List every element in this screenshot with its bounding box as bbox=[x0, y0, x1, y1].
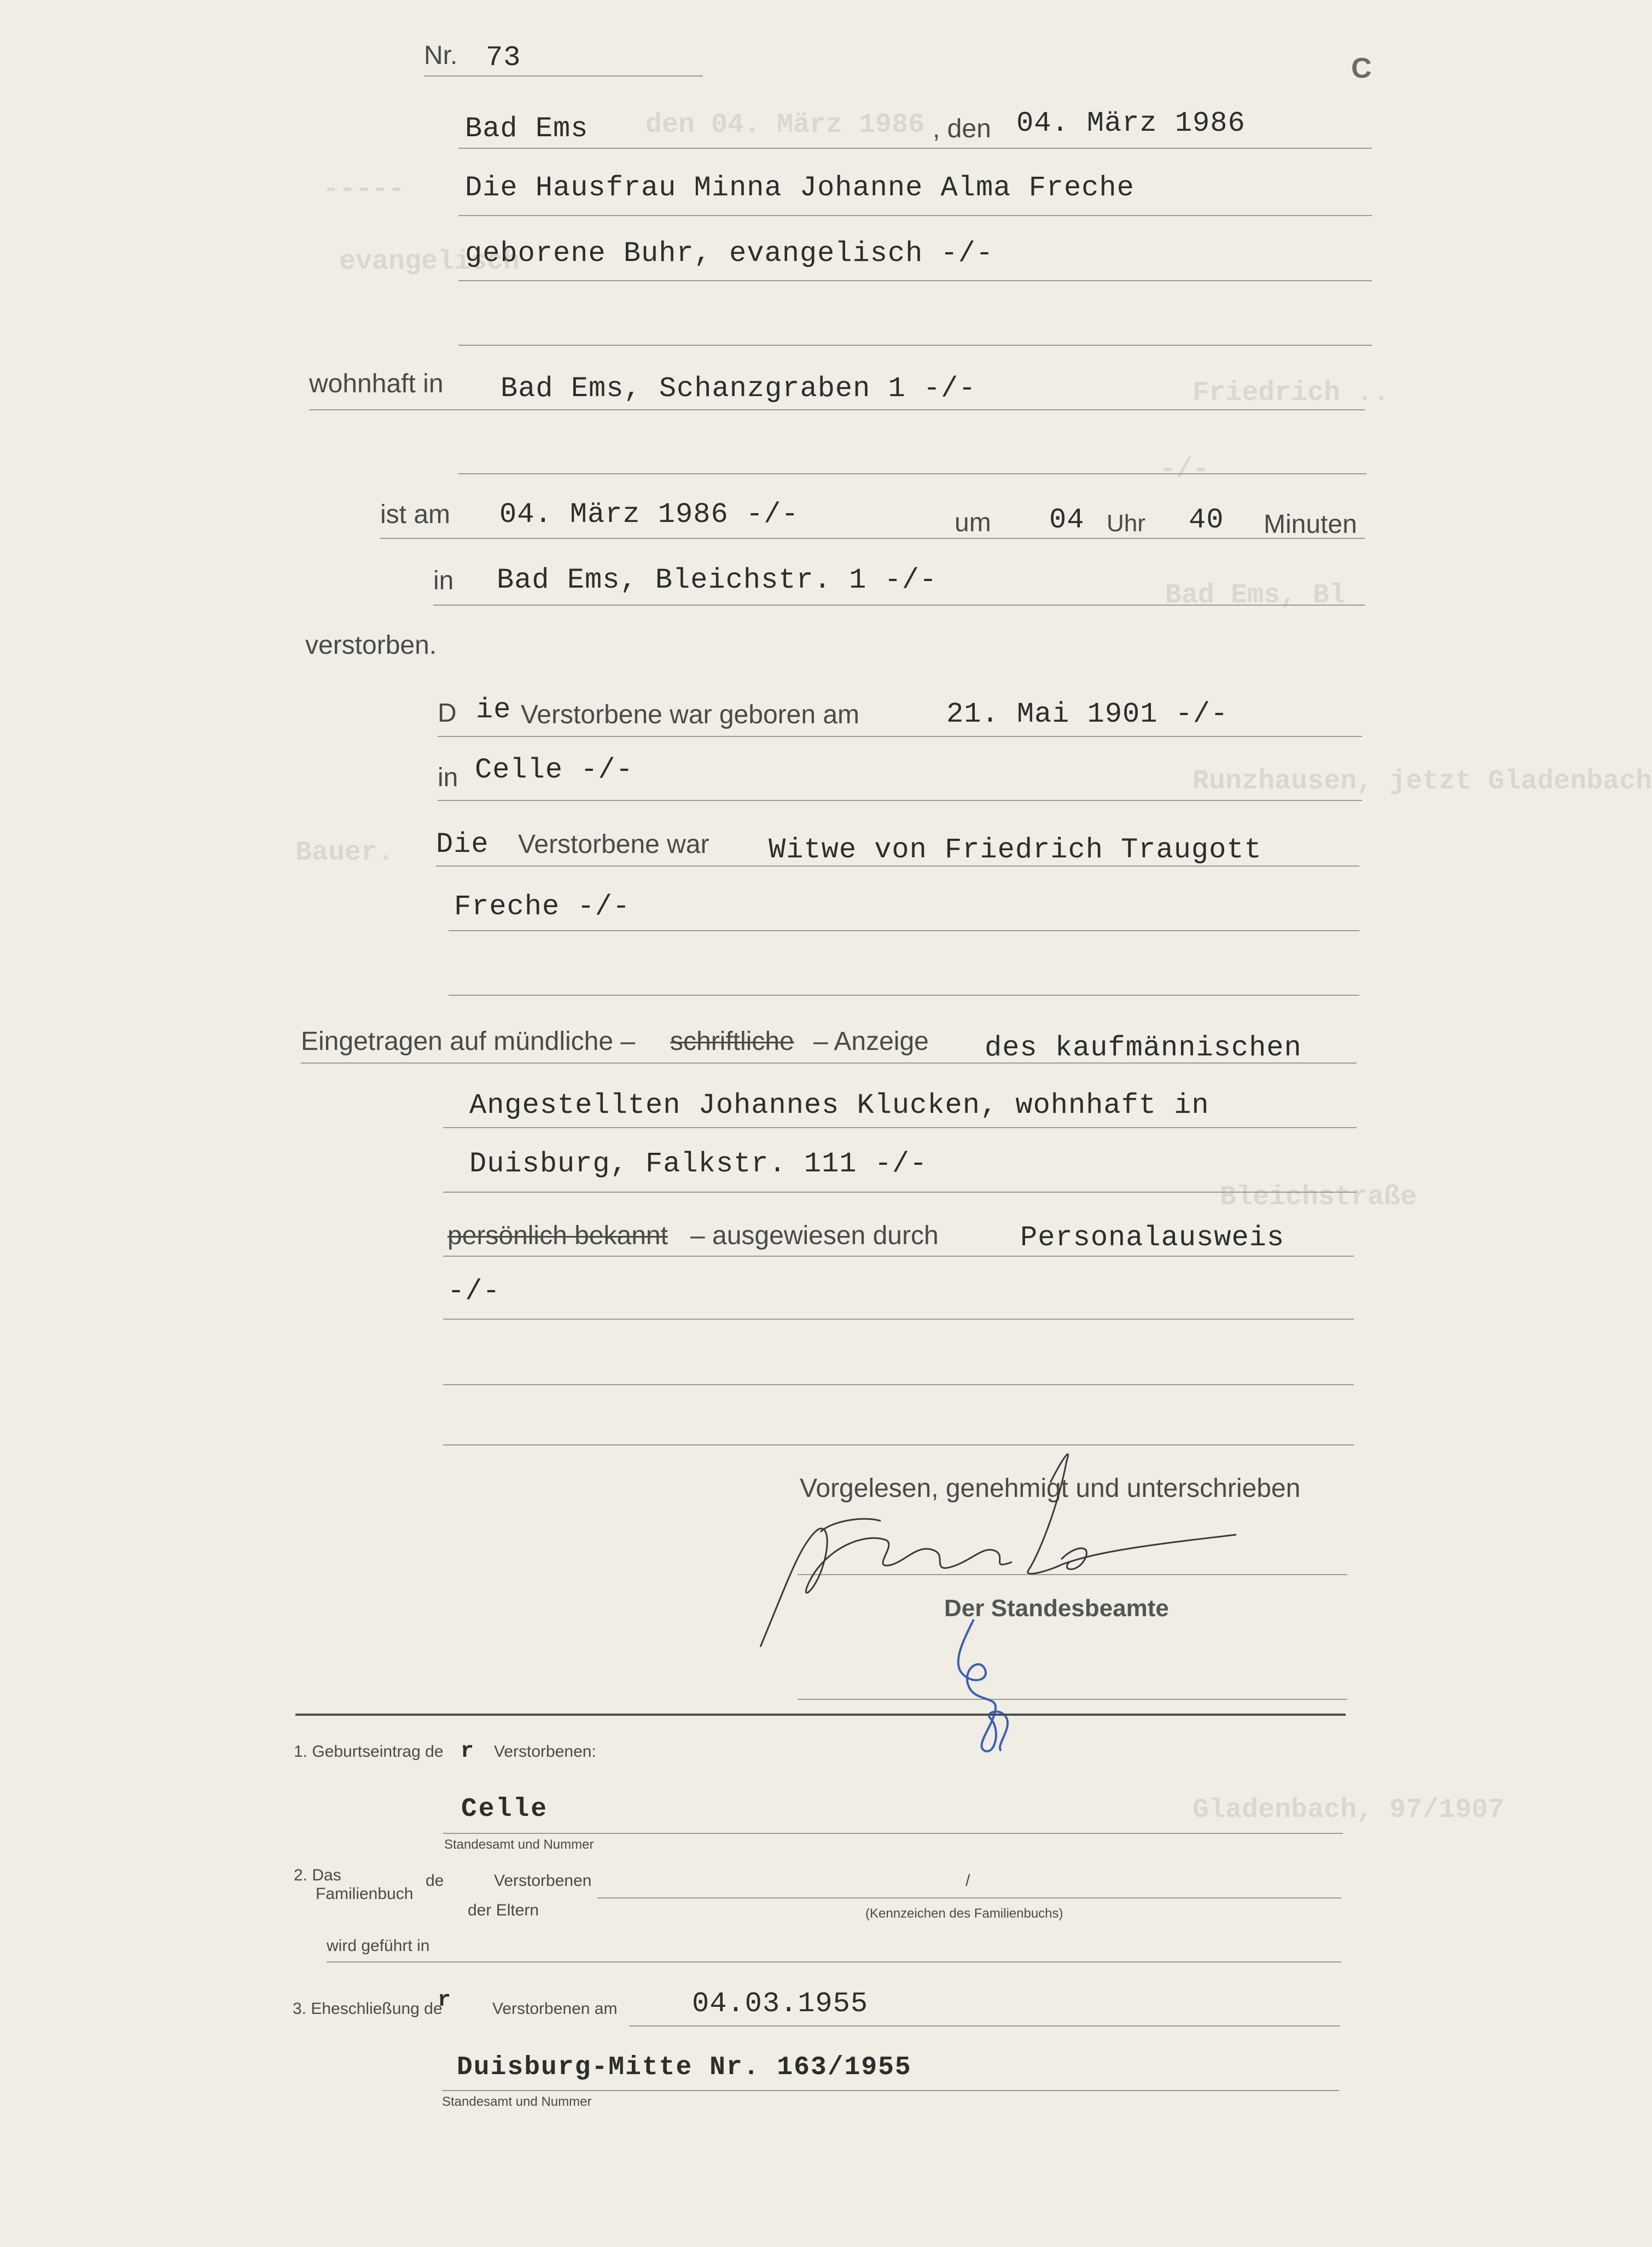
vorgelesen-text: Vorgelesen, genehmigt und unterschrieben bbox=[800, 1474, 1301, 1503]
bleed-through: den 04. März 1986 bbox=[645, 109, 925, 141]
blank-line bbox=[443, 1384, 1354, 1385]
um-label: um bbox=[955, 508, 991, 537]
item2-gefuehrt-line bbox=[327, 1961, 1341, 1963]
death-in-label: in bbox=[433, 566, 454, 595]
birth-place: Celle -/- bbox=[475, 754, 633, 786]
report-line-3: Duisburg, Falkstr. 111 -/- bbox=[469, 1148, 928, 1180]
report-line-3-rule bbox=[443, 1192, 1357, 1193]
item3-value: Duisburg-Mitte Nr. 163/1955 bbox=[457, 2053, 912, 2082]
known-struck: persönlich bekannt bbox=[447, 1221, 668, 1250]
death-hour: 04 bbox=[1049, 504, 1085, 536]
id-doc-line bbox=[443, 1256, 1354, 1257]
bleed-through: Runzhausen, jetzt Gladenbach bbox=[1193, 766, 1652, 797]
ist-am-label: ist am bbox=[380, 500, 451, 529]
report-line-1-rule bbox=[301, 1062, 1357, 1064]
blank-line bbox=[458, 345, 1372, 346]
item1-fill: r bbox=[461, 1739, 476, 1764]
death-minute: 40 bbox=[1189, 504, 1224, 536]
person-line-1-rule bbox=[458, 215, 1372, 216]
bleed-through: Bad Ems, Bl bbox=[1165, 580, 1346, 611]
item2-slash: / bbox=[965, 1872, 970, 1890]
nr-label: Nr. bbox=[424, 41, 458, 70]
corner-letter: C bbox=[1351, 53, 1372, 84]
d-label: D bbox=[438, 699, 457, 728]
geboren-label: Verstorbene war geboren am bbox=[521, 700, 860, 729]
item3-fill: r bbox=[438, 1988, 453, 2013]
d-fill: ie bbox=[476, 694, 511, 726]
footer-divider bbox=[295, 1714, 1346, 1716]
standesbeamte-label: Der Standesbeamte bbox=[944, 1595, 1169, 1622]
verstorben-label: verstorben. bbox=[305, 631, 437, 660]
person-line-1: Die Hausfrau Minna Johanne Alma Freche bbox=[465, 172, 1135, 204]
entry-number: 73 bbox=[486, 42, 521, 74]
birth-in-label: in bbox=[438, 763, 458, 792]
official-signature-line bbox=[798, 1699, 1347, 1700]
item2-verstorbenen: Verstorbenen bbox=[494, 1872, 592, 1890]
id-line-2-rule bbox=[443, 1319, 1354, 1320]
report-label-b: – Anzeige bbox=[813, 1027, 929, 1056]
birth-date-line bbox=[438, 736, 1362, 737]
status-label: Verstorbene war bbox=[518, 830, 709, 859]
report-line-2-rule bbox=[443, 1127, 1357, 1128]
residence-value: Bad Ems, Schanzgraben 1 -/- bbox=[501, 373, 976, 405]
item2-gefuehrt: wird geführt in bbox=[327, 1937, 430, 1955]
item2-de: de bbox=[426, 1872, 444, 1890]
official-signature bbox=[941, 1614, 1039, 1756]
minuten-label: Minuten bbox=[1264, 510, 1357, 539]
item1-value: Celle bbox=[461, 1795, 549, 1824]
bleed-through: Friedrich .. bbox=[1193, 378, 1390, 409]
ausgewiesen-label: – ausgewiesen durch bbox=[690, 1221, 939, 1250]
item1-label-b: Verstorbenen: bbox=[494, 1743, 596, 1761]
status-line-1-rule bbox=[436, 866, 1359, 867]
death-place-line bbox=[433, 605, 1365, 606]
uhr-label: Uhr bbox=[1107, 510, 1145, 537]
item2-eltern: der Eltern bbox=[468, 1901, 539, 1919]
bleed-through: Bauer. bbox=[295, 837, 394, 868]
report-label-a: Eingetragen auf mündliche – bbox=[301, 1027, 636, 1056]
item1-label-a: 1. Geburtseintrag de bbox=[294, 1743, 444, 1761]
item2-das: 2. Das bbox=[294, 1866, 341, 1884]
place: Bad Ems bbox=[465, 113, 589, 145]
wohnhaft-label: wohnhaft in bbox=[309, 369, 444, 398]
death-place: Bad Ems, Bleichstr. 1 -/- bbox=[497, 564, 938, 596]
item3-date: 04.03.1955 bbox=[692, 1988, 869, 2020]
item3-label-b: Verstorbenen am bbox=[492, 2000, 618, 2018]
death-date: 04. März 1986 -/- bbox=[499, 498, 799, 531]
bleed-through: evangelisch bbox=[339, 246, 520, 277]
item3-sub: Standesamt und Nummer bbox=[442, 2094, 592, 2109]
item1-sub: Standesamt und Nummer bbox=[444, 1837, 594, 1852]
bleed-through: ----- bbox=[323, 174, 405, 205]
id-document: Personalausweis bbox=[1020, 1222, 1285, 1254]
blank-line bbox=[449, 995, 1359, 996]
item1-line bbox=[443, 1833, 1343, 1834]
blank-line bbox=[458, 473, 1366, 474]
id-line-2: -/- bbox=[447, 1275, 501, 1308]
item2-familienbuch: Familienbuch bbox=[316, 1885, 414, 1903]
person-line-2: geborene Buhr, evangelisch -/- bbox=[465, 237, 994, 270]
status-line-1: Witwe von Friedrich Traugott bbox=[769, 834, 1262, 866]
die-prefix: Die bbox=[436, 828, 489, 861]
item2-line bbox=[597, 1897, 1341, 1898]
birth-date: 21. Mai 1901 -/- bbox=[946, 698, 1229, 730]
den-label: , den bbox=[933, 114, 991, 143]
entry-date: 04. März 1986 bbox=[1016, 107, 1246, 140]
bleed-through: -/- bbox=[1160, 454, 1209, 485]
report-line-1: des kaufmännischen bbox=[985, 1032, 1302, 1064]
death-date-line bbox=[380, 538, 1365, 539]
report-label-struck: schriftliche bbox=[670, 1027, 794, 1056]
report-line-2: Angestellten Johannes Klucken, wohnhaft in bbox=[469, 1089, 1209, 1122]
status-line-2-rule bbox=[449, 930, 1359, 931]
bleed-through: Bleichstraße bbox=[1220, 1182, 1417, 1213]
place-line bbox=[458, 148, 1372, 149]
nr-line bbox=[424, 76, 703, 77]
bleed-through: Gladenbach, 97/1907 bbox=[1193, 1795, 1505, 1826]
item2-kennzeichen: (Kennzeichen des Familienbuchs) bbox=[865, 1906, 1063, 1921]
item3-line bbox=[442, 2090, 1339, 2091]
residence-line bbox=[309, 409, 1365, 410]
status-line-2: Freche -/- bbox=[454, 891, 631, 923]
item3-label-a: 3. Eheschließung de bbox=[293, 2000, 443, 2018]
item3-date-line bbox=[629, 2025, 1340, 2027]
person-line-2-rule bbox=[458, 280, 1372, 281]
birth-place-line bbox=[438, 800, 1362, 801]
